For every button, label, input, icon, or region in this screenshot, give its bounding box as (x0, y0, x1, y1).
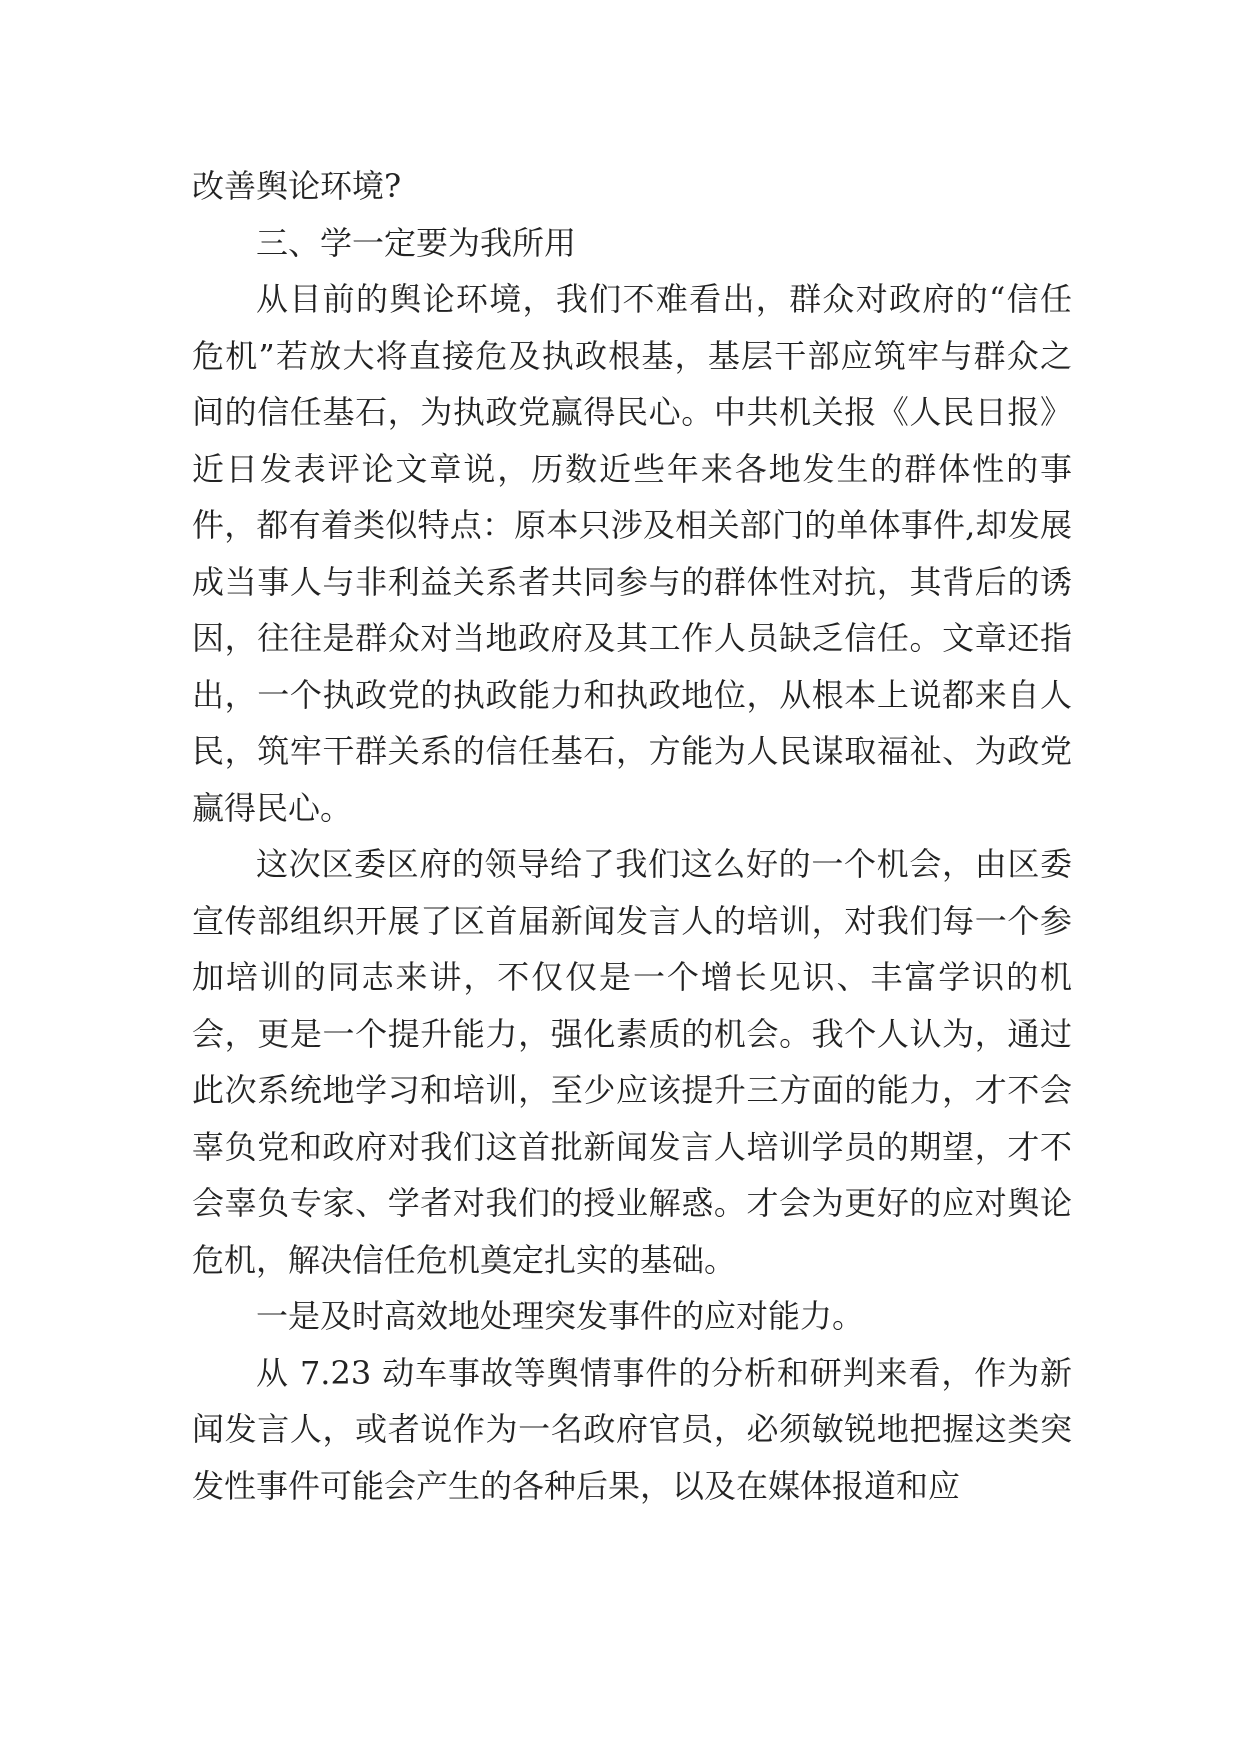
paragraph-trust-crisis: 从目前的舆论环境，我们不难看出，群众对政府的“信任危机”若放大将直接危及执政根基，基层干部应筑牢与群众之间的信任基石，为执政党赢得民心。中共机关报《人民日报》近日发表评论文章说，历数近些年来各地发生的群体性的事件，都有着类似特点：原本只涉及相关部门的单体事件,却发展成当事人与非利益关系者共同参与的群体性对抗，其背后的诱因，往往是群众对当地政府及其工作人员缺乏信任。文章还指出，一个执政党的执政能力和执政地位，从根本上说都来自人民，筑牢干群关系的信任基石，方能为人民谋取福祉、为政党赢得民心。 (192, 280, 1072, 827)
section-heading: 三、学一定要为我所用 (256, 223, 577, 262)
paragraph-training-opportunity: 这次区委区府的领导给了我们这么好的一个机会，由区委宣传部组织开展了区首届新闻发言人的培训，对我们每一个参加培训的同志来讲，不仅仅是一个增长见识、丰富学识的机会，更是一个提升能力，强化素质的机会。我个人认为，通过此次系统地学习和培训，至少应该提升三方面的能力，才不会辜负党和政府对我们这首批新闻发言人培训学员的期望，才不会辜负专家、学者对我们的授业解惑。才会为更好的应对舆论危机，解决信任危机奠定扎实的基础。 (192, 845, 1072, 1279)
paragraph-continuation: 改善舆论环境? (192, 167, 402, 205)
subheading-emergency-response: 一是及时高效地处理突发事件的应对能力。 (256, 1297, 865, 1335)
paragraph-train-accident-analysis: 从 7.23 动车事故等舆情事件的分析和研判来看，作为新闻发言人，或者说作为一名政府官员，必须敏锐地把握这类突发性事件可能会产生的各种后果，以及在媒体报道和应 (192, 1353, 1072, 1505)
document-body (192, 158, 1072, 1514)
